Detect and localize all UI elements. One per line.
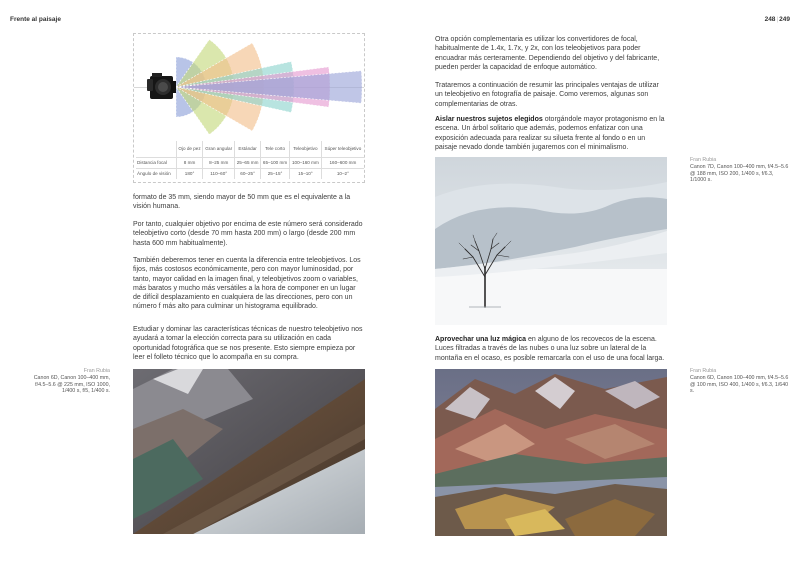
body-paragraph: Estudiar y dominar las características técnicas de nuestro teleobjetivo nos ayudará a tomar la elección correcta para su utilización en cada oportunidad fotográfica que se nos presente. Esto siempre empieza por leer el folleto técnico que lo acompaña en su compra. <box>133 326 363 361</box>
page-number-right: 249 <box>779 16 790 23</box>
camera-icon <box>147 73 176 99</box>
table-cell: 8 mm <box>176 157 203 168</box>
fov-table-header <box>136 141 364 157</box>
photo-credit: Fran Rubia <box>690 368 717 374</box>
table-row <box>136 157 364 168</box>
table-cell: 65–100 mm <box>261 157 290 168</box>
table-cell: 25–65 mm <box>235 157 261 168</box>
camera-settings: Canon 7D, Canon 100–400 mm, f/4.5–5.6 @ 188 mm, ISO 200, 1/400 s, f/6.3, 1/1000 s. <box>690 163 789 184</box>
body-paragraph: formato de 35 mm, siendo mayor de 50 mm que es el equivalente a la visión humana. <box>133 194 351 211</box>
lone-tree-snow-photo <box>435 157 667 325</box>
table-cell: 160–600 mm <box>321 157 364 168</box>
photo-credit: Fran Rubia <box>690 157 717 163</box>
fov-column-header: Tele corto <box>261 141 290 157</box>
table-cell: 15–10° <box>289 168 321 179</box>
fov-column-header: Súper teleobjetivo <box>321 141 364 157</box>
body-paragraph <box>435 335 667 363</box>
colorful-mountains-photo <box>435 369 667 536</box>
fov-column-header: Gran angular <box>203 141 235 157</box>
page-numbers <box>765 16 790 23</box>
photo-credit: Fran Rubia <box>83 368 110 374</box>
fov-column-header: Ojo de pez <box>176 141 203 157</box>
fov-fan-graphic <box>134 34 364 141</box>
row-label: Ángulo de visión <box>136 168 176 179</box>
table-cell: 180° <box>176 168 203 179</box>
fov-column-header: Teleobjetivo <box>289 141 321 157</box>
camera-settings: Canon 6D, Canon 100–400 mm, f/4.5–5.6 @ 100 mm, ISO 400, 1/400 s, f/6.3, 1/640 s. <box>690 374 789 395</box>
paragraph-lead: Aprovechar una luz mágica <box>435 336 527 343</box>
table-row <box>136 168 364 179</box>
field-of-view-diagram <box>133 33 365 183</box>
table-cell: 110–60° <box>203 168 235 179</box>
page-separator: | <box>776 16 779 23</box>
fov-table-corner <box>136 141 176 157</box>
table-cell: 25–15° <box>261 168 290 179</box>
body-paragraph: También deberemos tener en cuenta la diferencia entre teleobjetivos. Los fijos, más costosos económicamente, pero con mayor luminosidad, por tanto, mayor calidad en la imagen final, y teleobjetivos zoom o variables, más baratos y mucho más versátiles a la hora de componer en un lugar de difícil desplazamiento en cualquiera de las direcciones, pero con un número f más alto para culminar un histograma equilibrado. <box>133 257 361 311</box>
body-paragraph <box>435 115 667 152</box>
fov-column-header: Estándar <box>235 141 261 157</box>
paragraph-lead: Aislar nuestros sujetos elegidos <box>435 116 543 123</box>
body-paragraph: Trataremos a continuación de resumir las principales ventajas de utilizar un teleobjetivo en fotografía de paisaje. Como veremos, algunas son complementarias de otras. <box>435 82 659 108</box>
row-label: Distancia focal <box>136 157 176 168</box>
photo-caption <box>690 157 790 184</box>
table-cell: 8–25 mm <box>203 157 235 168</box>
section-title: Frente al paisaje <box>10 16 61 23</box>
camera-settings: Canon 6D, Canon 100–400 mm, f/4.5–5.6 @ 225 mm, ISO 1000, 1/400 s, f/5, 1/400 s. <box>33 374 110 395</box>
table-cell: 60–25° <box>235 168 261 179</box>
table-cell: 100–160 mm <box>289 157 321 168</box>
photo-caption <box>690 368 790 395</box>
body-paragraph: Otra opción complementaria es utilizar los convertidores de focal, habitualmente de 1.4x, 1.7x, y 2x, con los teleobjetivos para poder encuadrar más certeramente. Dependiendo del objetivo y del fabricante, pueden perder la capacidad de enfoque automático. <box>435 36 660 71</box>
page-number-left: 248 <box>764 16 776 23</box>
mountain-slope-photo <box>133 369 365 534</box>
photo-caption <box>30 368 110 395</box>
paragraph-text: otorgándole mayor protagonismo en la escena. Un árbol solitario que además, podemos enfatizar con una exposición adecuada para realizar su silueta frente al fondo o en un paisaje nevado donde también jugaremos con el minimalismo. <box>435 116 665 151</box>
table-cell: 10–2° <box>321 168 364 179</box>
body-paragraph: Por tanto, cualquier objetivo por encima de este número será considerado teleobjetivo corto (desde 70 mm hasta 200 mm) o largo (desde 200 mm hasta 600 mm habitualmente). <box>133 221 363 247</box>
fov-table <box>136 141 364 179</box>
paragraph-text: en alguno de los recovecos de la escena. Luces filtradas a través de las nubes o una luz sobre un lateral de la montaña en el ocaso, es posible remarcarla con el uso de una focal larga. <box>435 336 665 362</box>
